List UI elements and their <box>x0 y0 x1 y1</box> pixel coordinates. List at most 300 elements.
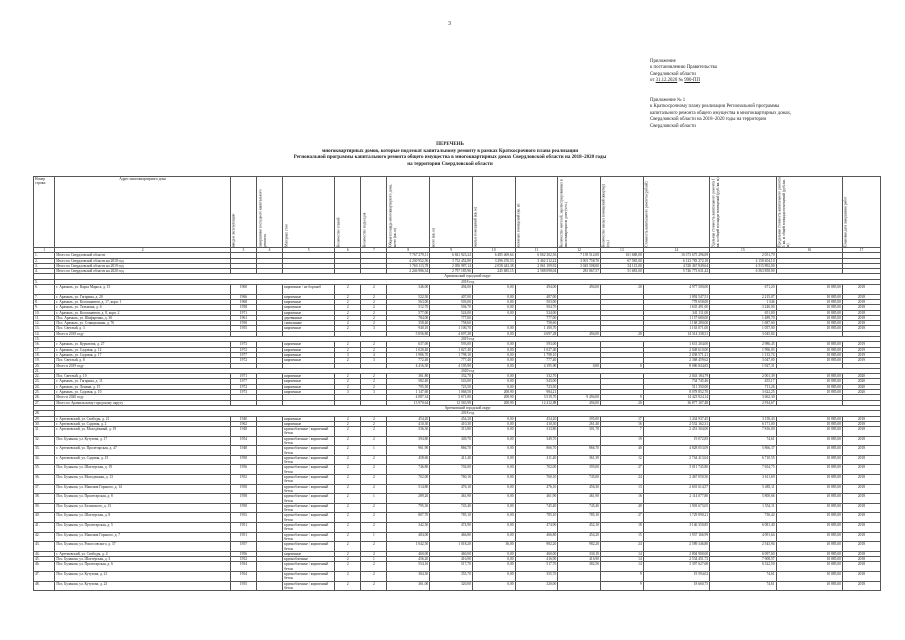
cell-a2: 6 841 923,24 <box>430 253 473 258</box>
cell-uc: 3 611,69 <box>710 475 776 485</box>
cell-n: 38. <box>34 494 55 504</box>
cell-dt: 2018 <box>842 562 880 572</box>
cell-uc: 6 081,40 <box>710 523 776 533</box>
header-cell: Материал стен <box>283 177 335 248</box>
table-row <box>34 494 881 504</box>
cell-uc: 4 091,64 <box>710 532 776 542</box>
cell-addr: г. Артемовский, ул. Садовая, д. 2 <box>55 421 231 426</box>
cell-a2: 543,00 <box>430 379 473 384</box>
cell-uc: 736,42 <box>710 513 776 523</box>
cell-n: 34. <box>34 455 55 465</box>
cell-a3: 0,00 <box>472 416 515 421</box>
cell-a4: 494,00 <box>515 285 558 295</box>
cell-n: 48. <box>34 581 55 591</box>
number-prefix: № <box>678 78 684 84</box>
cell-a5: 261,40 <box>558 421 601 426</box>
cell-dt: 2018 <box>842 446 880 456</box>
cell-addr: Итого по Арамильскому городскому округу <box>55 400 231 405</box>
cell-a5: 7 139 512,00 <box>558 253 601 258</box>
cell-y1: 1948 <box>230 446 256 456</box>
cell-area: 514,80 <box>387 484 430 494</box>
cell-n: 22. <box>34 374 55 379</box>
cell-addr: Пос. Светлый, д. 8 <box>55 358 231 363</box>
cell-y2 <box>257 572 283 582</box>
cell-a3: 0,00 <box>472 363 515 368</box>
header-cell: нежилых помещений (кв. м) <box>515 177 558 248</box>
cell-dt: 2018 <box>842 551 880 556</box>
cell-area: 795,50 <box>387 384 430 389</box>
cell-y2 <box>257 503 283 513</box>
cell-a4: 2 061 109,92 <box>515 263 558 268</box>
cell-a4: 474,90 <box>515 523 558 533</box>
table-row <box>34 532 881 542</box>
cell-a2: 777,00 <box>430 315 473 320</box>
cell-area: 458,60 <box>387 455 430 465</box>
cell-a3: 6 485 469,64 <box>472 253 515 258</box>
cell-a4: 702,00 <box>515 465 558 475</box>
cell-fl: 2 <box>335 581 361 591</box>
cell-a2: 760,10 <box>430 475 473 485</box>
cell-area: 702,00 <box>387 475 430 485</box>
cell-a6: 24 <box>600 475 643 485</box>
cell-n: 8. <box>34 299 55 304</box>
annex-line: Свердловской области на 2018–2020 годы на территории <box>650 117 767 123</box>
cell-dt: 2019 <box>842 352 880 357</box>
cell-lim: 10 885,00 <box>776 358 842 363</box>
header-cell: ввода в эксплуатацию <box>230 177 256 248</box>
cell-uc: 6 522,50 <box>710 562 776 572</box>
cell-a2: 785,10 <box>430 513 473 523</box>
cell-a6: 14 <box>600 557 643 562</box>
cell-cost: 5 746 773 631,42 <box>643 269 709 274</box>
cell-y1: 1972 <box>230 347 256 352</box>
cell-uc: 2 934,67 <box>710 400 776 405</box>
cell-a2: 504,70 <box>430 305 473 310</box>
cell-a6: 0 <box>600 363 643 368</box>
cell-n: 14. <box>34 331 55 336</box>
cell-a4: 1 100,70 <box>515 326 558 331</box>
cell-mat: крупноблочные / кирпичный бетон <box>283 465 335 475</box>
cell-a3: 0,00 <box>472 503 515 513</box>
cell-a4: 313,80 <box>515 427 558 437</box>
cell-a4: 777,40 <box>515 358 558 363</box>
cell-lim: 10 885,00 <box>776 465 842 475</box>
cell-addr: Пос. Арамиль, ул. Станционная, д. 76 <box>55 321 231 326</box>
cell-cost: 1 434 937,45 <box>643 416 709 421</box>
cell-cost: 16 373 675 296,69 <box>643 253 709 258</box>
cell-a5: 785,10 <box>558 513 601 523</box>
cell-y2 <box>257 494 283 504</box>
cell-y2 <box>257 484 283 494</box>
cell-n: 42. <box>34 532 55 542</box>
cell-n: 24. <box>34 384 55 389</box>
cell-a5: 866,70 <box>558 446 601 456</box>
cell-cost: 1 903 673,05 <box>643 503 709 513</box>
cell-pd: 1 <box>361 532 387 542</box>
cell-a4: 461,90 <box>515 494 558 504</box>
cell-a6: 17 <box>600 416 643 421</box>
title-line: многоквартирных домов, которые подлежат капитальному ремонту в рамках Краткосрочного плана реализации <box>321 148 579 154</box>
cell-a6: 27 <box>600 465 643 475</box>
cell-a2: 12 565,98 <box>430 400 473 405</box>
cell-cost: 4 530 467 849,64 <box>643 263 709 268</box>
date-prefix: от <box>650 78 655 84</box>
cell-cost: 2 744 413,04 <box>643 455 709 465</box>
cell-n: 46. <box>34 562 55 572</box>
cell-area: 384,30 <box>387 572 430 582</box>
cell-a3: 0,00 <box>472 358 515 363</box>
cell-addr: г. Арамиль, ул. Садовая, д. 17 <box>55 352 231 357</box>
header-cell: Общая площадь многоквартирного дома, всего (кв. м) <box>387 177 430 248</box>
cell-pd: 2 <box>361 299 387 304</box>
cell-a2: 745,40 <box>430 503 473 513</box>
cell-addr: г. Артемовский, ул. Пролетарская, д. 47 <box>55 446 231 456</box>
cell-fl: 2 <box>335 310 361 315</box>
cell-addr: Итого в 2018 году <box>55 331 231 336</box>
cell-n: 18. <box>34 352 55 357</box>
cell-y1: 1951 <box>230 523 256 533</box>
approval-line-2: к постановлению Правительства <box>650 65 717 71</box>
cell-a2: 407,00 <box>430 294 473 299</box>
cell-y2 <box>257 465 283 475</box>
cell-a2: 416,90 <box>430 557 473 562</box>
cell-a4: 4 195,90 <box>515 363 558 368</box>
cell-n: 30. <box>34 421 55 426</box>
cell-area: 484,00 <box>387 532 430 542</box>
cell-cost: 2 368 459,62 <box>643 358 709 363</box>
cell-uc: 6 563 850,00 <box>710 269 776 274</box>
cell-addr: г. Арамиль, ул. Курчатова, д. 27 <box>55 342 231 347</box>
cell-dt: 2018 <box>842 436 880 446</box>
cell-a2: 476,10 <box>430 484 473 494</box>
cell-a2: 460,00 <box>430 551 473 556</box>
cell-area: 13 970,64 <box>387 400 430 405</box>
cell-a3: 0,00 <box>472 513 515 523</box>
cell-y1: 1953 <box>230 513 256 523</box>
cell-y2 <box>257 455 283 465</box>
cell-a6: 27 <box>600 513 643 523</box>
cell-a2: 758,60 <box>430 321 473 326</box>
cell-a6: 40 <box>600 446 643 456</box>
cell-lim: 10 885,00 <box>776 581 842 591</box>
cell-mat: кирпичные <box>283 326 335 331</box>
cell-dt: 2020 <box>842 379 880 384</box>
cell-a4: 466,80 <box>515 532 558 542</box>
cell-lim: 10 885,00 <box>776 513 842 523</box>
cell-a2: 593,00 <box>430 342 473 347</box>
cell-y1: 1955 <box>230 326 256 331</box>
cell-y1: 1958 <box>230 305 256 310</box>
cell-fl: 2 <box>335 315 361 320</box>
cell-pd: 2 <box>361 321 387 326</box>
cell-mat: кирпичные <box>283 358 335 363</box>
cell-fl: 2 <box>335 532 361 542</box>
column-number: 6 <box>335 248 361 253</box>
cell-fl: 2 <box>335 557 361 562</box>
table-row <box>34 572 881 582</box>
cell-lim: 10 885,00 <box>776 572 842 582</box>
cell-uc: 6 097,60 <box>710 551 776 556</box>
cell-a6: 16 <box>600 494 643 504</box>
cell-fl: 2 <box>335 384 361 389</box>
cell-n: 27. <box>34 400 55 405</box>
column-number: 1 <box>34 248 55 253</box>
cell-y2 <box>257 446 283 456</box>
cell-y2 <box>257 475 283 485</box>
cell-area: 7 767 279,11 <box>387 253 430 258</box>
cell-a6: 67 585,00 <box>600 258 643 263</box>
cell-uc: 4 515 892,00 <box>710 263 776 268</box>
cell-a3: 0,00 <box>472 494 515 504</box>
cell-mat: деревянные <box>283 315 335 320</box>
cell-n: 1. <box>34 253 55 258</box>
cell-addr: г. Артемовский, ул. Садовая, д. 15 <box>55 455 231 465</box>
cell-pd: 2 <box>361 475 387 485</box>
cell-a3: 208,90 <box>472 395 515 400</box>
cell-n: 31. <box>34 427 55 437</box>
cell-cost: 1 631 204,00 <box>643 342 709 347</box>
cell-cost: 2 043 184,79 <box>643 374 709 379</box>
cell-a2: 1 068,50 <box>430 390 473 395</box>
cell-addr: Итого в 2020 году <box>55 395 231 400</box>
table-row <box>34 436 881 446</box>
approval-date: 31.12.2020 <box>655 78 678 84</box>
cell-cost: 5 011 745,80 <box>643 465 709 475</box>
cell-a2: 466,80 <box>430 532 473 542</box>
cell-pd: 2 <box>361 503 387 513</box>
cell-dt: 2020 <box>842 390 880 395</box>
cell-mat: кирпичные <box>283 379 335 384</box>
cell-a3: 3 296 476,53 <box>472 258 515 263</box>
cell-a2: 3 752 452,80 <box>430 258 473 263</box>
header-cell: Плановая дата завершения работ <box>842 177 880 248</box>
cell-pd: 2 <box>361 421 387 426</box>
cell-addr: г. Арамиль, ул. Садовая, д. 10 <box>55 390 231 395</box>
cell-y1: 1954 <box>230 572 256 582</box>
cell-addr: Пос. Буланаш, ул. Кутузова, д. 23 <box>55 581 231 591</box>
cell-uc: 5 800,66 <box>710 494 776 504</box>
cell-n: 3. <box>34 263 55 268</box>
column-number: 2 <box>55 248 231 253</box>
cell-y1: 1954 <box>230 562 256 572</box>
cell-y1: 1951 <box>230 532 256 542</box>
table-row <box>34 562 881 572</box>
cell-lim: 10 885,00 <box>776 557 842 562</box>
cell-y1: 1956 <box>230 551 256 556</box>
cell-fl: 2 <box>335 542 361 552</box>
cell-dt: 2018 <box>842 484 880 494</box>
header-cell: Номер строки <box>34 177 55 248</box>
cell-uc: 1 687,60 <box>710 321 776 326</box>
section-heading: Арамильский городской округ <box>55 274 881 279</box>
cell-cost: 2 038 571,21 <box>643 352 709 357</box>
cell-y1: 1971 <box>230 310 256 315</box>
cell-dt: 2018 <box>842 465 880 475</box>
cell-uc: 74,61 <box>710 436 776 446</box>
cell-n: 32. <box>34 436 55 446</box>
cell-y2 <box>257 542 283 552</box>
cell-a4: 593,00 <box>515 342 558 347</box>
cell-dt: 2018 <box>842 315 880 320</box>
cell-uc: 1 057,00 <box>710 326 776 331</box>
cell-fl: 2 <box>335 294 361 299</box>
cell-pd: 2 <box>361 315 387 320</box>
cell-mat: крупноблочные / кирпичный бетон <box>283 562 335 572</box>
title-line: ПЕРЕЧЕНЬ <box>436 142 464 147</box>
cell-fl: 2 <box>335 475 361 485</box>
cell-uc: 1 554,11 <box>710 503 776 513</box>
cell-uc: 4 158 404,10 <box>710 258 776 263</box>
cell-a4: 1 798,10 <box>515 352 558 357</box>
cell-a3: 0,00 <box>472 532 515 542</box>
header-cell: Адрес многоквартирного дома <box>55 177 231 248</box>
cell-dt: 2018 <box>842 572 880 582</box>
cell-a4: 517,70 <box>515 562 558 572</box>
table-row <box>34 465 881 475</box>
cell-dt: 2018 <box>842 310 880 315</box>
cell-lim: 10 885,00 <box>776 551 842 556</box>
cell-y1: 1950 <box>230 455 256 465</box>
cell-cost: 2 114 077,80 <box>643 494 709 504</box>
cell-uc: 1 133,74 <box>710 352 776 357</box>
cell-a3: 0,00 <box>472 455 515 465</box>
cell-mat: кирпичные <box>283 299 335 304</box>
cell-pd: 2 <box>361 465 387 475</box>
cell-mat: кирпичные <box>283 310 335 315</box>
cell-mat: кирпичные <box>283 384 335 389</box>
cell-a4: 723,50 <box>515 384 558 389</box>
cell-area: 460,00 <box>387 551 430 556</box>
cell-cost: 1 937 166,99 <box>643 532 709 542</box>
cell-mat: кирпичные <box>283 294 335 299</box>
cell-uc: 2 215,07 <box>710 294 776 299</box>
cell-uc: 7 908,57 <box>710 557 776 562</box>
cell-mat: крупноблочные / кирпичный бетон <box>283 572 335 582</box>
annex-line: Свердловской области <box>650 123 696 129</box>
cell-area: 361,80 <box>387 374 430 379</box>
header-cell: завершения последнего капитального ремонта <box>257 177 283 248</box>
header-cell: всего (кв. м) <box>430 177 473 248</box>
cell-a2: 1 018,20 <box>430 542 473 552</box>
cell-a2: 349,70 <box>430 436 473 446</box>
row-number: 21. <box>34 368 55 373</box>
cell-area: 637,00 <box>387 342 430 347</box>
cell-a2: 313,80 <box>430 427 473 437</box>
cell-a6: 15 <box>600 532 643 542</box>
cell-a3: 0,00 <box>472 427 515 437</box>
cell-lim: 10 885,00 <box>776 310 842 315</box>
cell-lim: 10 885,00 <box>776 416 842 421</box>
cell-a4: 460,00 <box>515 551 558 556</box>
cell-y1: 1948 <box>230 427 256 437</box>
document-title <box>170 142 730 168</box>
cell-lim: 10 885,00 <box>776 374 842 379</box>
cell-cost: 14 314 338,51 <box>643 331 709 336</box>
cell-a3: 0,00 <box>472 331 515 336</box>
cell-fl: 2 <box>335 342 361 347</box>
cell-dt: 2018 <box>842 427 880 437</box>
cell-area: 1 042,50 <box>387 542 430 552</box>
cell-pd: 2 <box>361 551 387 556</box>
cell-lim: 10 885,00 <box>776 352 842 357</box>
cell-lim: 10 885,00 <box>776 523 842 533</box>
cell-lim: 10 885,00 <box>776 436 842 446</box>
cell-mat: кирпичные <box>283 347 335 352</box>
cell-lim: 10 885,00 <box>776 562 842 572</box>
cell-dt: 2018 <box>842 285 880 295</box>
cell-n: 2. <box>34 258 55 263</box>
cell-a4: 866,70 <box>515 446 558 456</box>
cell-y1: 1968 <box>230 299 256 304</box>
cell-a2: 2 797 185,96 <box>430 269 473 274</box>
cell-pd: 2 <box>361 484 387 494</box>
column-number: 12 <box>558 248 601 253</box>
section-heading: Артемовский городской округ <box>55 405 881 410</box>
cell-dt: 2020 <box>842 384 880 389</box>
cell-a2: 866,70 <box>430 446 473 456</box>
cell-a4: 6 062 302,56 <box>515 253 558 258</box>
cell-a3: 245 685,15 <box>472 269 515 274</box>
cell-lim: 10 885,00 <box>776 379 842 384</box>
cell-cost: 3 397 627,68 <box>643 562 709 572</box>
cell-n: 40. <box>34 513 55 523</box>
cell-a2: 474,90 <box>430 523 473 533</box>
cell-a5: 745,00 <box>558 475 601 485</box>
cell-area: 342,50 <box>387 523 430 533</box>
cell-uc: 455,17 <box>710 379 776 384</box>
cell-a4: 416,90 <box>515 557 558 562</box>
cell-pd: 2 <box>361 436 387 446</box>
column-number: 8 <box>387 248 430 253</box>
cell-uc: 3 662,30 <box>710 395 776 400</box>
cell-a4: 760,10 <box>515 475 558 485</box>
cell-a3: 0,00 <box>472 310 515 315</box>
cell-mat: крупноблочные / кирпичный бетон <box>283 484 335 494</box>
table-row <box>34 484 881 494</box>
cell-a6: 9 <box>600 572 643 582</box>
cell-addr: Итого по Свердловской области на 2019 год <box>55 263 231 268</box>
cell-a2: 524,00 <box>430 310 473 315</box>
cell-a5: 330,10 <box>558 551 601 556</box>
cell-uc: 2 051,79 <box>710 253 776 258</box>
cell-addr: г. Арамиль, ул. Космонавтов, д. 8, корп. 2 <box>55 310 231 315</box>
cell-dt: 2018 <box>842 494 880 504</box>
cell-y1: 1973 <box>230 390 256 395</box>
cell-fl: 2 <box>335 285 361 295</box>
cell-addr: Пос. Арамиль, ул. Шифаренко, д. 30 <box>55 315 231 320</box>
cell-pd: 3 <box>361 358 387 363</box>
cell-dt: 2018 <box>842 294 880 299</box>
cell-a2: 2 050 987,14 <box>430 263 473 268</box>
cell-fl: 2 <box>335 446 361 456</box>
cell-a5: 494,00 <box>558 331 601 336</box>
table-row <box>34 446 881 456</box>
cell-mat: крупноблочные / кирпичный бетон <box>283 513 335 523</box>
cell-a3: 0,00 <box>472 384 515 389</box>
cell-pd: 2 <box>361 427 387 437</box>
cell-area: 1 147,60 <box>387 390 430 395</box>
cell-dt: 2018 <box>842 513 880 523</box>
column-number: 4 <box>257 248 283 253</box>
cell-cost: 2 467 050,50 <box>643 475 709 485</box>
cell-y1: 1958 <box>230 494 256 504</box>
cell-a4: 777,00 <box>515 315 558 320</box>
cell-fl: 2 <box>335 551 361 556</box>
cell-cost: 1 729 090,21 <box>643 513 709 523</box>
cell-area: 522,30 <box>387 294 430 299</box>
section-heading: 2020 год <box>55 368 881 373</box>
cell-a2: 1 027,40 <box>430 347 473 352</box>
